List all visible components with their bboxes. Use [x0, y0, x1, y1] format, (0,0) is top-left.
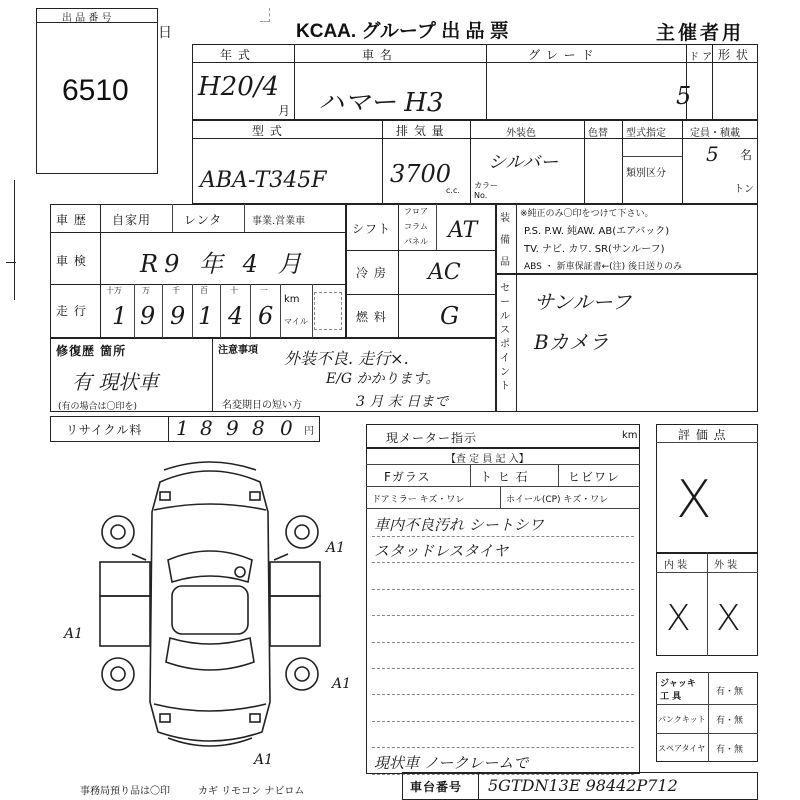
inspector-line: 車内不良汚れ シートシワ [374, 516, 544, 534]
notes-line2: E/G かかります。 [326, 371, 440, 387]
mirror-label: ドアミラー キズ・ワレ [372, 495, 465, 505]
month-unit: 月 [278, 104, 292, 118]
inspector-label: 【査 定 員 記 入】 [446, 454, 529, 465]
mileage-digit-3: 9 [170, 302, 186, 330]
inspection-value: R9 年 4 月 [140, 250, 308, 278]
mileage-head-100: 百 [200, 286, 208, 295]
shift-column: コラム [404, 222, 428, 231]
exterior-value: X [716, 598, 741, 639]
shift-value: AT [448, 218, 478, 243]
crack-label: ヒビワレ [568, 470, 621, 484]
interior-value: X [666, 598, 691, 639]
name-label: 車 名 [362, 48, 393, 62]
meter-label: 現メーター指示 [386, 431, 478, 445]
fglass-options: ト ヒ 石 [480, 470, 529, 484]
history-business: 事業.営業車 [252, 216, 306, 227]
equipment-line3: ABS ・ 新車保証書←(注) 後日送りのみ [524, 262, 683, 272]
repair-label: 修復歴 箇所 [56, 344, 127, 358]
repair-value: 有 現状車 [72, 370, 159, 394]
history-private: 自家用 [112, 213, 152, 227]
damage-mark-2: A1 [64, 626, 84, 642]
displacement-label: 排 気 量 [396, 124, 445, 138]
mileage-head-100k: 十万 [106, 286, 122, 295]
color-no-label: 色替 [588, 128, 608, 139]
chassis-label: 車台番号 [410, 780, 463, 794]
mileage-head-1k: 千 [172, 286, 180, 295]
host-use-label: 主催者用 [656, 22, 745, 44]
exterior-label: 外 装 [714, 560, 738, 571]
jack-label: ジャッキ 工 具 [660, 679, 696, 702]
form-title: KCAA. グループ 出 品 票 [296, 21, 509, 42]
color-label: 外装色 [506, 128, 536, 139]
shape-label: 形 状 [718, 48, 749, 62]
fglass-label: Fガラス [384, 470, 431, 484]
sales-point-line2: Bカメラ [534, 330, 609, 354]
fuel-label: 燃 料 [356, 310, 387, 324]
ac-label: 冷 房 [356, 266, 387, 280]
ac-value: AC [428, 260, 461, 285]
corner-mark [260, 8, 270, 22]
sales-point-label: セールスポイント [500, 283, 510, 392]
inspector-rule [372, 615, 634, 616]
recycle-digit-2: 8 [200, 416, 213, 440]
office-items: カギ リモコン ナビロム [198, 786, 305, 797]
spare-value: 有・無 [716, 745, 744, 755]
inspector-rule [372, 721, 634, 722]
fuel-value: G [440, 302, 460, 330]
bracket-mark: 日 [158, 25, 172, 41]
door-label: ド ア [689, 52, 713, 63]
spare-label: スペアタイヤ [658, 744, 706, 753]
shift-label: シフト [352, 222, 392, 236]
inspector-line: スタッドレスタイヤ [374, 542, 509, 561]
inspector-rule [372, 536, 634, 537]
recycle-digit-4: 8 [252, 416, 265, 440]
damage-mark-4: A1 [254, 752, 274, 768]
margin-line [14, 180, 15, 300]
mileage-digit-6: 6 [258, 302, 274, 330]
inspector-rule [372, 589, 634, 590]
name-change-label: 名変期日の短い方 [222, 400, 302, 411]
equipment-label: 装 備 品 [500, 213, 510, 268]
type-designation-label: 型式指定 [626, 128, 666, 139]
name-value: ハマー H3 [318, 88, 444, 118]
damage-mark-1: A1 [326, 540, 346, 556]
category-label: 類別区分 [626, 168, 666, 179]
km-label: km [284, 294, 300, 305]
cc-unit: c.c. [446, 186, 460, 195]
sales-point-line1: サンルーフ [534, 290, 632, 314]
inspector-rule [372, 694, 634, 695]
car-damage-diagram [90, 452, 330, 762]
lot-number: 6510 [62, 74, 129, 107]
mileage-label: 走 行 [56, 304, 87, 318]
ton-unit: トン [734, 184, 754, 195]
door-value: 5 [676, 82, 692, 110]
score-label: 評 価 点 [678, 428, 727, 442]
mileage-head-1: 一 [260, 286, 268, 295]
recycle-label: リサイクル料 [66, 423, 143, 437]
damage-mark-3: A1 [332, 676, 352, 692]
mileage-head-10k: 万 [142, 286, 150, 295]
chassis-value: 5GTDN13E 98442P712 [488, 776, 678, 795]
mile-checkbox [314, 292, 342, 330]
notes-line1: 外装不良. 走行×. [284, 349, 409, 368]
model-value: ABA-T345F [200, 168, 327, 193]
name-change-deadline: 3 月 末 日まで [356, 394, 449, 410]
meter-unit: km [622, 430, 638, 441]
repair-note: (有の場合は〇印を) [58, 402, 138, 412]
puncture-value: 有・無 [716, 716, 744, 726]
mile-label: マイル [284, 317, 308, 326]
office-note: 事務局預り品は〇印 [80, 786, 170, 797]
interior-label: 内 装 [664, 560, 688, 571]
inspection-label: 車 検 [56, 254, 87, 268]
mileage-digit-5: 4 [228, 302, 244, 330]
shift-floor: フロア [404, 207, 428, 216]
score-value: X [676, 470, 712, 530]
inspector-line: 現状車 ノークレームで [374, 753, 529, 772]
recycle-digit-3: 9 [226, 416, 239, 440]
recycle-unit: 円 [304, 426, 314, 437]
recycle-digit-1: 1 [176, 416, 189, 440]
puncture-label: パンクキット [658, 715, 706, 724]
shift-panel: パネル [404, 237, 428, 246]
person-unit: 名 [740, 148, 754, 162]
mileage-digit-2: 9 [140, 302, 156, 330]
equipment-line1: P.S. P.W. 純AW. AB(エアバック) [524, 226, 670, 237]
mileage-digit-1: 1 [112, 302, 128, 330]
history-label: 車 歴 [56, 213, 87, 227]
mileage-head-10: 十 [230, 286, 238, 295]
displacement-value: 3700 [390, 160, 452, 188]
model-label: 型 式 [252, 124, 283, 138]
inspector-rule [372, 668, 634, 669]
capacity-value: 5 [706, 142, 719, 166]
lot-number-label: 出 品 番 号 [62, 13, 112, 24]
year-label: 年 式 [220, 48, 251, 62]
capacity-label: 定員・積載 [690, 128, 740, 139]
recycle-digit-5: 0 [280, 416, 293, 440]
year-value: H20/4 [198, 72, 280, 102]
mileage-digit-4: 1 [198, 302, 214, 330]
color-value: シルバー [488, 152, 559, 173]
history-rental: レンタ [184, 213, 223, 227]
equipment-note: ※純正のみ〇印をつけて下さい。 [520, 209, 654, 219]
jack-value: 有・無 [716, 687, 744, 697]
grade-label: グ レ ー ド [528, 48, 595, 62]
color-code-label: カラー No. [474, 181, 498, 200]
notes-label: 注意事項 [218, 345, 258, 356]
inspector-rule [372, 562, 634, 563]
inspector-rule [372, 747, 634, 748]
equipment-line2: TV. ナビ. カワ. SR(サンルーフ) [524, 244, 665, 255]
inspector-rule [372, 642, 634, 643]
wheel-label: ホイール(CP) キズ・ワレ [506, 495, 609, 505]
